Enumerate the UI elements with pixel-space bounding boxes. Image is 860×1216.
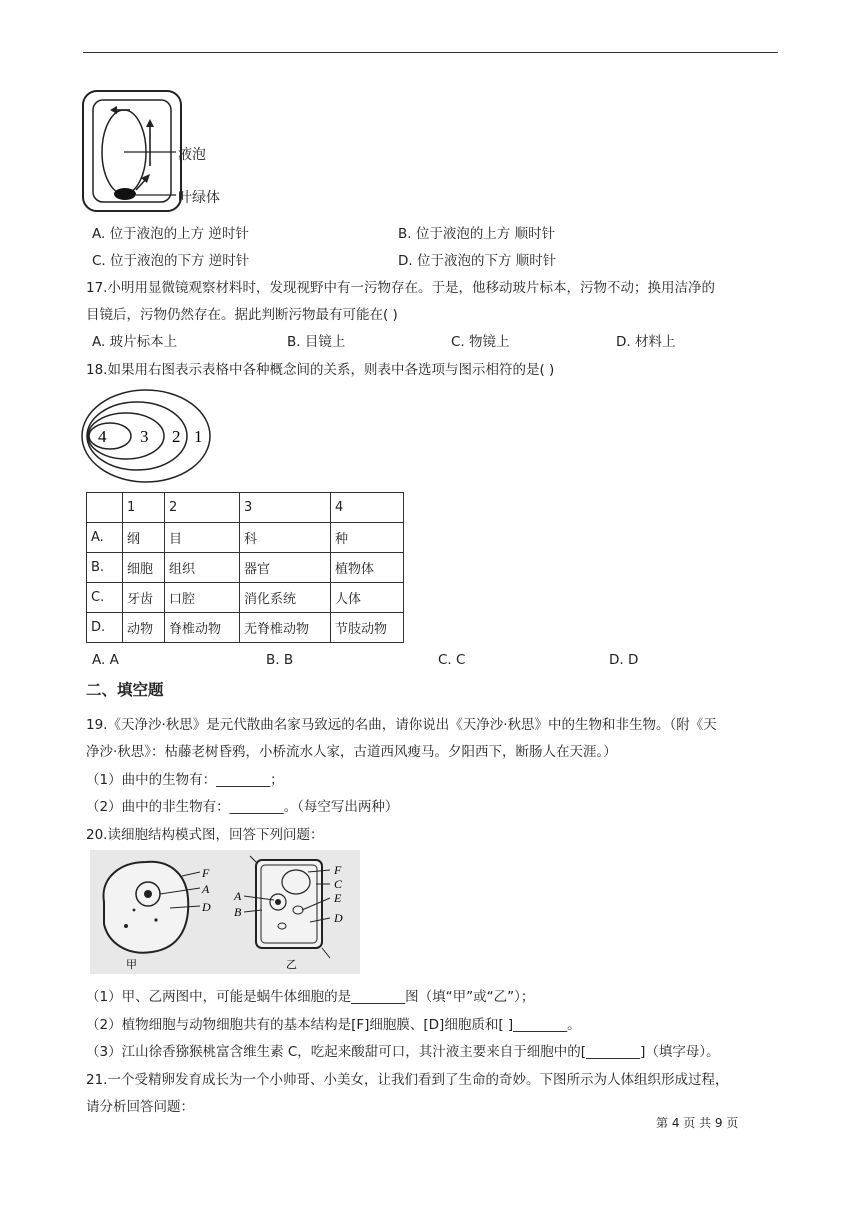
table-cell: 动物 (123, 613, 165, 643)
table-row (87, 583, 404, 613)
fig-left-label-f: F (202, 866, 210, 880)
q18-option-c: C. C (438, 652, 466, 668)
table-cell: 脊椎动物 (165, 613, 240, 643)
q17-option-c: C. 物镜上 (451, 334, 510, 350)
q16-option-a: A. 位于液泡的上方 逆时针 (92, 226, 249, 242)
q20-sub3: （3）江山徐香猕猴桃富含维生素 C，吃起来酸甜可口，其汁液主要来自于细胞中的[________]（填字母）。 (86, 1044, 720, 1060)
table-cell: 人体 (331, 583, 404, 613)
q18-stem: 18.如果用右图表示表格中各种概念间的关系，则表中各选项与图示相符的是( ) (86, 362, 555, 378)
table-cell: 1 (123, 493, 165, 523)
q17-stem-line1: 17.小明用显微镜观察材料时，发现视野中有一污物存在。于是，他移动玻片标本，污物不动；换用洁净的 (86, 280, 715, 296)
table-cell: 消化系统 (240, 583, 331, 613)
ellipse-label-1: 1 (194, 427, 203, 446)
table-cell: 科 (240, 523, 331, 553)
fig-right-label-e: E (334, 891, 342, 905)
table-cell: A. (87, 523, 123, 553)
table-cell: 目 (165, 523, 240, 553)
q18-option-b: B. B (266, 652, 294, 668)
table-cell: 种 (331, 523, 404, 553)
q20-sub2: （2）植物细胞与动物细胞共有的基本结构是[F]细胞膜、[D]细胞质和[ ]________。 (86, 1017, 581, 1033)
cell-structure-figure (90, 850, 360, 974)
page-footer: 第 4 页 共 9 页 (656, 1116, 739, 1130)
table-cell: 细胞 (123, 553, 165, 583)
table-row (87, 613, 404, 643)
fig-left-label-a: A (202, 882, 210, 896)
fig-right-label-a: A (234, 889, 242, 903)
table-header-row (87, 493, 404, 523)
table-cell (87, 493, 123, 523)
table-cell: 2 (165, 493, 240, 523)
table-cell: 组织 (165, 553, 240, 583)
q18-option-a: A. A (92, 652, 119, 668)
q17-option-a: A. 玻片标本上 (92, 334, 178, 350)
nested-ellipses-figure (80, 386, 216, 486)
ellipse-label-2: 2 (172, 427, 181, 446)
ellipse-label-3: 3 (140, 427, 149, 446)
table-row (87, 523, 404, 553)
table-cell: 牙齿 (123, 583, 165, 613)
q18-table (86, 492, 404, 643)
q16-option-b: B. 位于液泡的上方 顺时针 (398, 226, 556, 242)
header-rule (83, 52, 778, 53)
q19-stem-line1: 19.《天净沙·秋思》是元代散曲名家马致远的名曲，请你说出《天净沙·秋思》中的生物和非生物。（附《天 (86, 717, 717, 733)
table-row (87, 553, 404, 583)
q18-option-d: D. D (609, 652, 639, 668)
label-chloroplast: 叶绿体 (178, 190, 220, 206)
table-cell: 纲 (123, 523, 165, 553)
table-cell: 节肢动物 (331, 613, 404, 643)
section-title-fill-in: 二、填空题 (86, 681, 164, 699)
table-cell: 3 (240, 493, 331, 523)
q17-stem-line2: 目镜后，污物仍然存在。据此判断污物最有可能在( ) (86, 307, 398, 323)
q19-sub2: （2）曲中的非生物有：________。（每空写出两种） (86, 799, 399, 815)
table-cell: 无脊椎动物 (240, 613, 331, 643)
fig-right-label-c: C (334, 877, 343, 891)
label-vacuole: 液泡 (178, 147, 206, 163)
q20-stem: 20.读细胞结构模式图，回答下列问题： (86, 827, 324, 843)
fig-left-label-d: D (202, 900, 211, 914)
fig-right-label-d: D (334, 911, 343, 925)
q17-option-b: B. 目镜上 (287, 334, 346, 350)
table-cell: 器官 (240, 553, 331, 583)
q20-sub1: （1）甲、乙两图中，可能是蜗牛体细胞的是________图（填“甲”或“乙”）； (86, 989, 535, 1005)
q17-option-d: D. 材料上 (616, 334, 676, 350)
ellipse-label-4: 4 (98, 427, 107, 446)
table-cell: 植物体 (331, 553, 404, 583)
fig-right-label-b: B (234, 905, 242, 919)
fig-right-caption: 乙 (286, 958, 297, 971)
table-cell: B. (87, 553, 123, 583)
fig-left-caption: 甲 (126, 958, 137, 971)
table-cell: C. (87, 583, 123, 613)
q21-stem-line1: 21.一个受精卵发育成长为一个小帅哥、小美女，让我们看到了生命的奇妙。下图所示为人体组织形成过程， (86, 1072, 729, 1088)
q19-sub1: （1）曲中的生物有：________； (86, 772, 284, 788)
table-cell: 4 (331, 493, 404, 523)
fig-right-label-f: F (334, 863, 342, 877)
table-cell: 口腔 (165, 583, 240, 613)
q16-option-c: C. 位于液泡的下方 逆时针 (92, 253, 250, 269)
table-cell: D. (87, 613, 123, 643)
q21-stem-line2: 请分析回答问题： (86, 1099, 194, 1115)
q16-option-d: D. 位于液泡的下方 顺时针 (398, 253, 557, 269)
q19-stem-line2: 净沙·秋思》：枯藤老树昏鸦，小桥流水人家，古道西风瘦马。夕阳西下，断肠人在天涯。） (86, 744, 617, 760)
